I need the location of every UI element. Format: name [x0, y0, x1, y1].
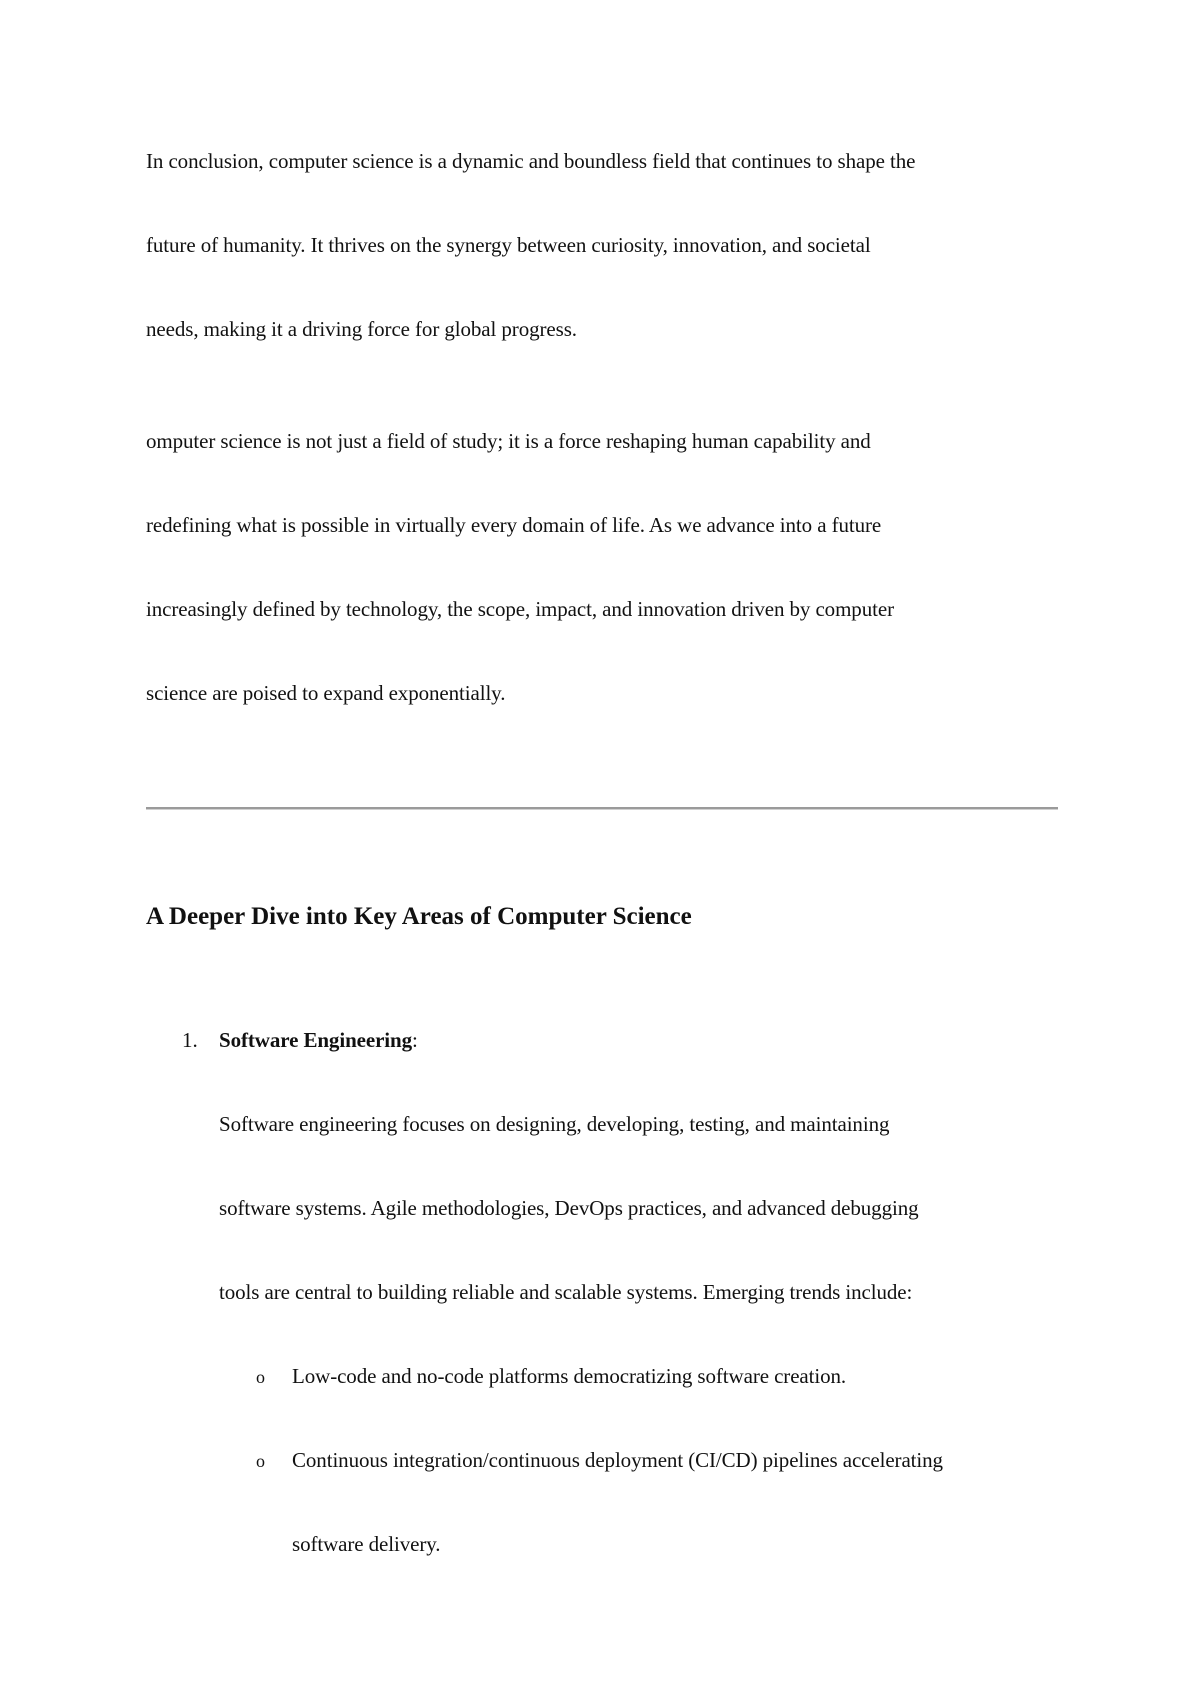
paragraph-line: increasingly defined by technology, the scope, impact, and innovation driven by computer: [146, 597, 894, 621]
item-title-suffix: :: [412, 1028, 418, 1052]
item-description-line: software systems. Agile methodologies, DevOps practices, and advanced debugging: [219, 1196, 919, 1220]
paragraph-line: In conclusion, computer science is a dynamic and boundless field that continues to shape the: [146, 149, 916, 173]
paragraph-line: future of humanity. It thrives on the synergy between curiosity, innovation, and societal: [146, 233, 871, 257]
paragraph-line: redefining what is possible in virtually every domain of life. As we advance into a future: [146, 513, 882, 537]
list-item-title: [219, 1027, 418, 1053]
paragraph-line: needs, making it a driving force for global progress.: [146, 317, 577, 341]
section-heading: A Deeper Dive into Key Areas of Computer Science: [146, 903, 692, 930]
horizontal-divider: [146, 807, 1058, 810]
bullet-marker: o: [256, 1367, 265, 1387]
bullet-marker: o: [256, 1451, 265, 1471]
bullet-text: Continuous integration/continuous deployment (CI/CD) pipelines accelerating: [292, 1448, 943, 1472]
paragraph-line: omputer science is not just a field of study; it is a force reshaping human capability and: [146, 429, 871, 453]
item-title: Software Engineering: [219, 1028, 413, 1052]
item-description-line: Software engineering focuses on designing, developing, testing, and maintaining: [219, 1112, 890, 1136]
bullet-text: Low-code and no-code platforms democratizing software creation.: [292, 1364, 847, 1388]
bullet-text: software delivery.: [292, 1532, 441, 1556]
item-description-line: tools are central to building reliable and scalable systems. Emerging trends include:: [219, 1280, 913, 1304]
paragraph-line: science are poised to expand exponentially.: [146, 681, 506, 705]
list-number: 1.: [182, 1028, 198, 1052]
